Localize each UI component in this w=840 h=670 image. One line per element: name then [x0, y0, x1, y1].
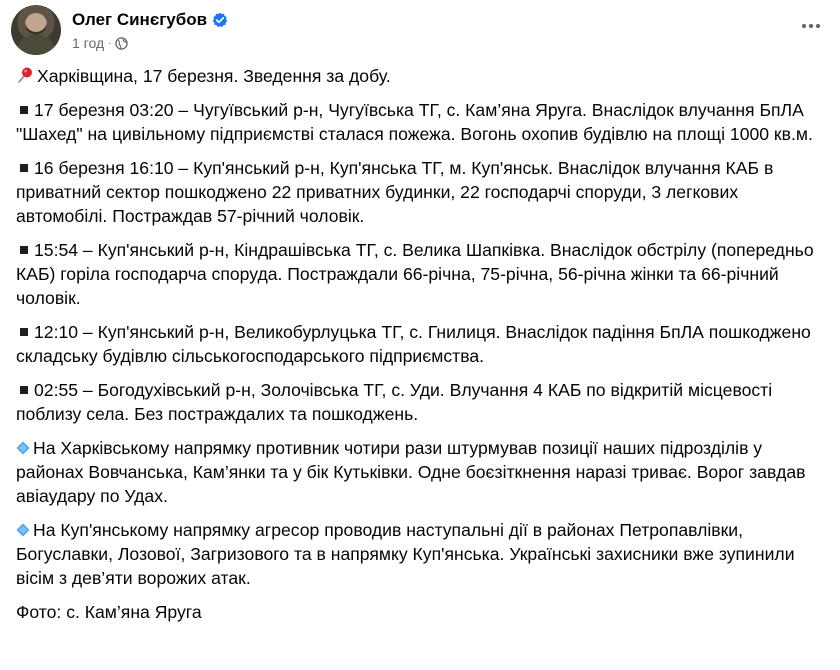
report-item-text: 16 березня 16:10 – Куп'янський р-н, Куп'янська ТГ, м. Куп'янськ. Внаслідок влучання КАБ в приватний сектор пошкоджено 22 приватних будинки, 22 господарчі споруди, 3 легкових автомобілі. Постраждав 57-річний чоловік.	[16, 158, 774, 226]
report-item-text: 02:55 – Богодухівський р-н, Золочівська ТГ, с. Уди. Влучання 4 КАБ по відкритій місцевості поблизу села. Без постраждалих та пошкоджень.	[16, 380, 773, 424]
report-item-3	[16, 238, 826, 310]
post-meta-row	[72, 35, 228, 51]
author-name-link[interactable]: Олег Синєгубов	[72, 10, 208, 29]
post-body	[16, 64, 826, 634]
more-options-icon	[801, 16, 821, 34]
photo-caption: Фото: с. Кам’яна Яруга	[16, 602, 202, 622]
report-item-5	[16, 378, 826, 426]
blue-diamond-icon	[16, 519, 30, 533]
post-timestamp-link[interactable]: 1 год	[72, 35, 105, 51]
direction-kharkiv-paragraph	[16, 436, 826, 508]
report-item-2	[16, 156, 826, 228]
black-square-icon	[20, 106, 28, 114]
report-item-text: 12:10 – Куп'янський р-н, Великобурлуцька ТГ, с. Гнилиця. Внаслідок падіння БпЛА пошкоджено складську будівлю сільськогосподарського підприємства.	[16, 322, 811, 366]
black-square-icon	[20, 328, 28, 336]
direction-kupiansk-paragraph	[16, 518, 826, 590]
black-square-icon	[20, 246, 28, 254]
post-title: Харківщина, 17 березня. Зведення за добу.	[37, 66, 391, 86]
author-avatar[interactable]	[11, 5, 61, 55]
report-item-1	[16, 98, 826, 146]
round-pushpin-icon	[16, 66, 34, 84]
author-name-row	[72, 9, 228, 31]
black-square-icon	[20, 386, 28, 394]
author-meta	[72, 9, 228, 51]
direction-kupiansk-text: На Куп'янському напрямку агресор проводив наступальні дії в районах Петропавлівки, Богуславки, Лозової, Загризового та в напрямку Куп'янська. Українські захисники вже зупинили вісім з дев’яти ворожих атак.	[16, 520, 795, 588]
post-title-paragraph	[16, 64, 826, 88]
direction-kharkiv-text: На Харківському напрямку противник чотири рази штурмував позиції наших підрозділів у районах Вовчанська, Кам’янки та у бік Кутьківки. Одне боєзіткнення наразі триває. Ворог завдав авіаудару по Удах.	[16, 438, 806, 506]
post-header	[11, 3, 228, 57]
globe-icon[interactable]	[115, 37, 128, 50]
more-options-button[interactable]	[798, 12, 824, 38]
meta-separator: ·	[108, 37, 112, 49]
black-square-icon	[20, 164, 28, 172]
report-item-text: 17 березня 03:20 – Чугуївський р-н, Чугуївська ТГ, с. Кам’яна Яруга. Внаслідок влучання БпЛА "Шахед" на цивільному підприємстві сталася пожежа. Вогонь охопив будівлю на площі 1000 кв.м.	[16, 100, 813, 144]
verified-badge-icon	[212, 12, 228, 28]
blue-diamond-icon	[16, 437, 30, 451]
report-item-4	[16, 320, 826, 368]
report-item-text: 15:54 – Куп'янський р-н, Кіндрашівська ТГ, с. Велика Шапківка. Внаслідок обстрілу (попередньо КАБ) горіла господарча споруда. Постраждали 66-річна, 75-річна, 56-річна жінки та 66-річний чоловік.	[16, 240, 814, 308]
